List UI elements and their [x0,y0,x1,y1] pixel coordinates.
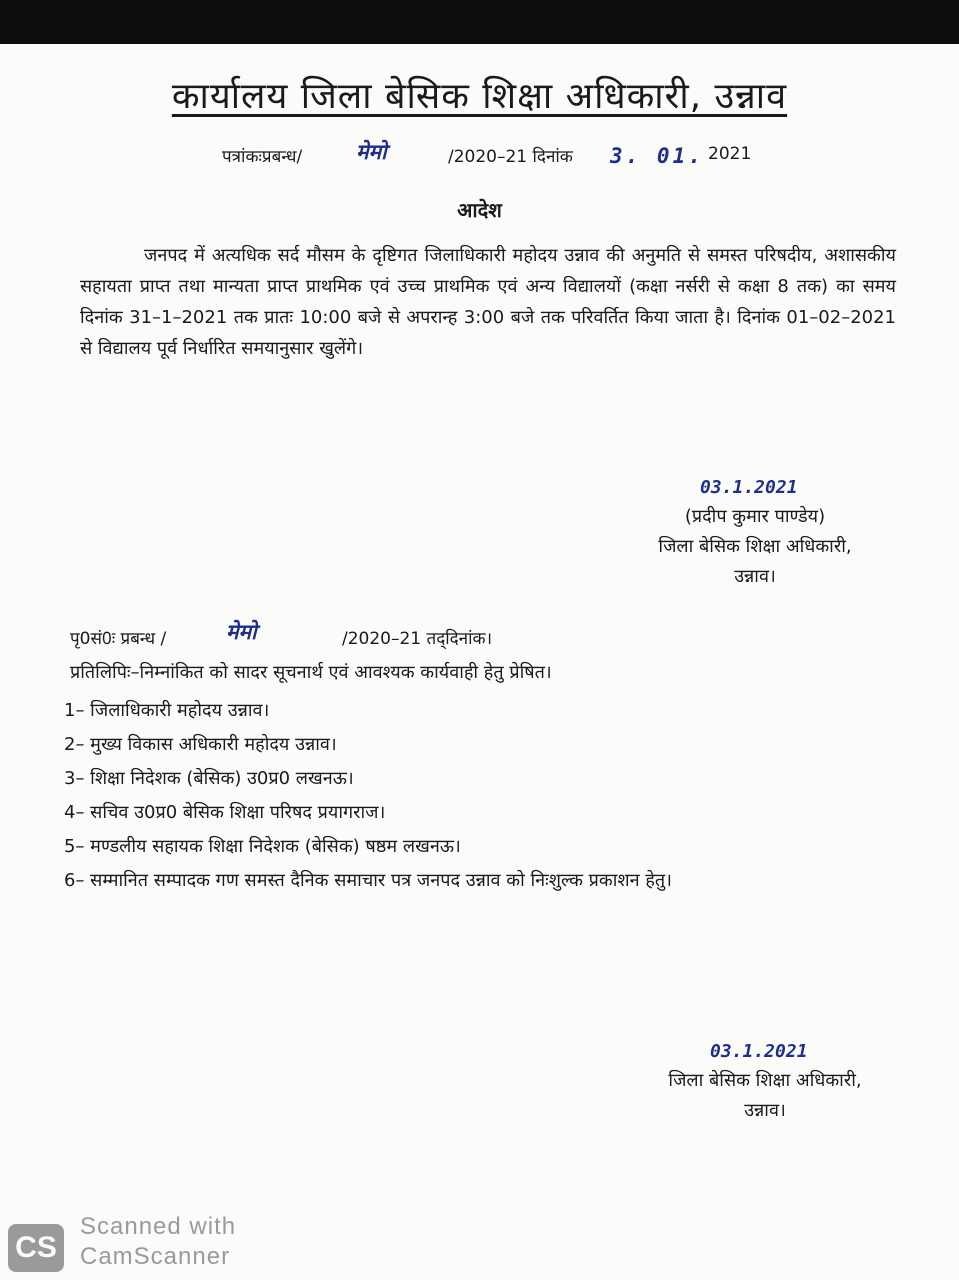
signature-mark: 03.1.2021 [710,1041,808,1062]
officer-designation: जिला बेसिक शिक्षा अधिकारी, [658,536,852,557]
officer-place: उन्नाव। [734,566,776,587]
copy-lead: प्रतिलिपिः–निम्नांकित को सादर सूचनार्थ एवं आवश्यक कार्यवाही हेतु प्रेषित। [70,662,552,683]
watermark-line1: Scanned with [80,1213,237,1240]
copy-recipient-list [64,694,672,898]
signature-block-primary [620,474,890,592]
copy-ref-label: पृ0सं0ः प्रबन्ध / [70,629,167,649]
reference-date-handwritten: 3. 01. [610,144,704,168]
list-item: 4– सचिव उ0प्र0 बेसिक शिक्षा परिषद प्रयागराज। [64,802,386,823]
reference-line [222,140,752,168]
signature-block-secondary [630,1038,900,1126]
list-item: 1– जिलाधिकारी महोदय उन्नाव। [64,700,270,721]
reference-date-year: 2021 [708,144,752,164]
copy-reference-line [70,620,570,652]
copy-memo-handwritten: मेमो [226,620,257,644]
reference-label: पत्रांकःप्रबन्ध/ [222,147,303,167]
list-item: 2– मुख्य विकास अधिकारी महोदय उन्नाव। [64,734,337,755]
copy-ref-year: /2020–21 तद्‌दिनांक। [342,629,493,649]
order-heading: आदेश [457,198,502,222]
reference-memo-handwritten: मेमो [356,140,387,164]
office-title: कार्यालय जिला बेसिक शिक्षा अधिकारी, उन्नाव [171,76,788,117]
watermark-line2: CamScanner [80,1243,231,1270]
signature-mark: 03.1.2021 [700,477,798,498]
list-item: 5– मण्डलीय सहायक शिक्षा निदेशक (बेसिक) षष्ठम लखनऊ। [64,836,461,857]
officer-designation: जिला बेसिक शिक्षा अधिकारी, [668,1070,862,1091]
list-item: 3– शिक्षा निदेशक (बेसिक) उ0प्र0 लखनऊ। [64,768,354,789]
list-item: 6– सम्मानित सम्पादक गण समस्त दैनिक समाचार पत्र जनपद उन्नाव को निःशुल्क प्रकाशन हेतु। [64,870,672,891]
officer-place: उन्नाव। [744,1100,786,1121]
camscanner-watermark [80,1212,236,1272]
reference-year: /2020–21 दिनांक [448,147,573,167]
document-page [0,44,959,1280]
camscanner-logo-icon: CS [8,1224,64,1272]
order-body: जनपद में अत्यधिक सर्द मौसम के दृष्टिगत जिलाधिकारी महोदय उन्नाव की अनुमति से समस्त परिषदीय, अशासकीय सहायता प्राप्त तथा मान्यता प्राप्त प्राथमिक एवं उच्च प्राथमिक एवं अन्य विद्यालयों (कक्षा नर्सरी से कक्षा 8 तक) का समय दिनांक 31–1–2021 तक प्रातः 10:00 बजे से अपरान्ह 3:00 बजे तक परिवर्तित किया जाता है। दिनांक 01–02–2021 से विद्यालय पूर्व निर्धारित समयानुसार खुलेंगे। [80,245,896,359]
officer-name: (प्रदीप कुमार पाण्डेय) [684,506,826,527]
